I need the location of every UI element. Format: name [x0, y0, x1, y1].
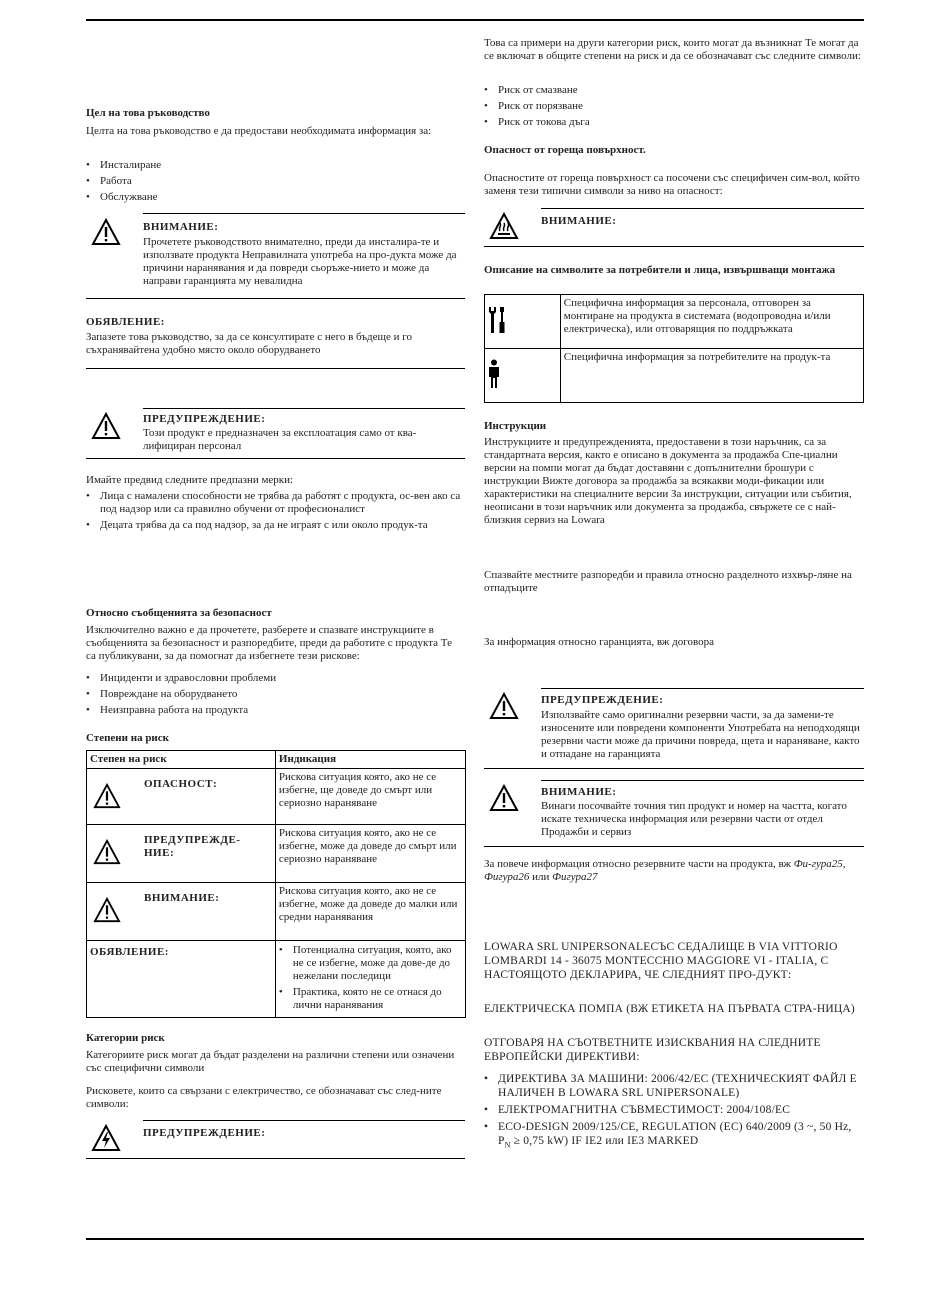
list-item	[484, 1120, 864, 1152]
list-item: • Потенциална ситуация, която, ако не се избегне, може да дове-де до нежелани последици	[279, 944, 462, 983]
table-header-row	[87, 751, 466, 769]
symbols-title: Описание на символите за потребители и лица, извършващи монтажа	[484, 264, 836, 276]
user-icon	[487, 359, 501, 389]
list-item: • Обслужване	[86, 191, 464, 204]
warning-triangle-icon	[91, 218, 121, 246]
divider	[143, 213, 465, 214]
risk-level-text: Рискова ситуация която, ако не се избегне, може да доведе до смърт или сериозно нараняване	[275, 825, 465, 883]
table-header: Степен на риск	[87, 751, 276, 769]
table-row	[485, 295, 864, 349]
caution-title: ВНИМАНИЕ:	[541, 786, 617, 798]
instructions-text: Инструкциите и предупрежденията, предоставени в този наръчник, са за стандартната версия, както е описано в документа за продажба Спе-циални версии на помпи могат да бъдат доставяни с допълнителни брошури с инструкции Вижте договора за продажба за всякакви моди-фикации или характеристики на специалните версии За инструкции, ситуации или събития, неописани в този наръчник или документа за продажба, свържете се с най-близкия сервиз на Lowara	[484, 436, 852, 526]
divider	[86, 298, 465, 299]
caution-title: ВНИМАНИЕ:	[143, 221, 219, 233]
precautions-list	[86, 490, 464, 535]
warning-triangle-icon	[93, 839, 121, 865]
divider	[541, 780, 864, 781]
precautions-intro: Имайте предвид следните предпазни мерки:	[86, 474, 294, 486]
caution-text: Винаги посочвайте точния тип продукт и номер на частта, когато искате техническа информация или резервни части от отдел Продажби и сервиз	[541, 800, 847, 838]
risk-level-label: ВНИМАНИЕ:	[144, 892, 220, 904]
warning-triangle-icon	[91, 412, 121, 440]
list-item: • Практика, която не се отнася до лични наранявания	[279, 986, 462, 1012]
risk-level-text: Рискова ситуация която, ако не се избегне, ще доведе до смърт или сериозно нараняване	[275, 769, 465, 825]
instructions-title: Инструкции	[484, 420, 547, 432]
list-item: • ДИРЕКТИВА ЗА МАШИНИ: 2006/42/EC (ТЕХНИЧЕСКИЯТ ФАЙЛ Е НАЛИЧЕН В LOWARA SRL UNIPERSONALE)	[484, 1072, 864, 1100]
levels-title: Степени на риск	[86, 732, 169, 744]
purpose-list	[86, 159, 464, 207]
divider	[484, 246, 864, 247]
warning-title: ПРЕДУПРЕЖДЕНИЕ:	[143, 413, 266, 425]
table-row	[87, 941, 466, 1018]
spares-text	[484, 858, 864, 884]
list-item: • Работа	[86, 175, 464, 188]
list-item: • Неизправна работа на продукта	[86, 704, 464, 717]
warning-text: Този продукт е предназначен за експлоатация само от ква-лифициран персонал	[143, 427, 417, 452]
notice-text: Запазете това ръководство, за да се консултирате с него в бъдеще и го съхранявайтена удобно място около оборудването	[86, 331, 413, 356]
electrical-hazard-icon	[91, 1124, 121, 1152]
divider	[143, 1120, 465, 1121]
risk-level-text: Рискова ситуация която, ако не се избегне, може да доведе до малки или средни наранявания	[275, 883, 465, 941]
safety-text: Изключително важно е да прочетете, разберете и спазвате инструкциите в съобщенията за безопасност и разпоредбите, преди да работите с продукта Те са публикувани, за да помогнат да избегнете тези рискове:	[86, 624, 452, 662]
warning-triangle-icon	[93, 897, 121, 923]
declaration-conformity: ОТГОВАРЯ НА СЪОТВЕТНИТЕ ИЗИСКВАНИЯ НА СЛЕДНИТЕ ЕВРОПЕЙСКИ ДИРЕКТИВИ:	[484, 1037, 821, 1063]
divider	[143, 408, 465, 409]
warranty-text: За информация относно гаранцията, вж договора	[484, 636, 714, 648]
electrical-text: Рисковете, които са свързани с електричество, се обозначават със след-ните символи:	[86, 1085, 442, 1110]
bottom-rule	[86, 1238, 864, 1240]
figure-link[interactable]: Фигура26	[484, 871, 530, 883]
symbol-description: Специфична информация за потребителите на продук-та	[560, 349, 863, 403]
categories-title: Категории риск	[86, 1032, 165, 1044]
safety-list	[86, 672, 464, 720]
risk-level-label: ОБЯВЛЕНИЕ:	[90, 946, 169, 958]
other-risks-text: Това са примери на други категории риск, които могат да възникнат Те могат да се включат в общите степени на риск и да се обозначават със следните символи:	[484, 37, 861, 62]
list-item: • Инсталиране	[86, 159, 464, 172]
warning-triangle-icon	[93, 783, 121, 809]
declaration-product: ЕЛЕКТРИЧЕСКА ПОМПА (ВЖ ЕТИКЕТА НА ПЪРВАТА СТРА-НИЦА)	[484, 1003, 855, 1015]
separator: ,	[842, 858, 846, 870]
list-item: • Инциденти и здравословни проблеми	[86, 672, 464, 685]
eco-design-text: ECO-DESIGN 2009/125/CE, REGULATION (EC) 640/2009 (3 ~, 50 Hz, P	[498, 1121, 852, 1147]
declaration-company: LOWARA SRL UNIPERSONALEСЪС СЕДАЛИЩЕ В VIA VITTORIO LOMBARDI 14 - 36075 MONTECCHIO MAGGIORE VI - ITALIA, С НАСТОЯЩОТО ДЕКЛАРИРА, ЧЕ СЛЕДНИЯТ ПРО-ДУКТ:	[484, 941, 838, 981]
directives-list	[484, 1072, 864, 1155]
table-row	[87, 883, 466, 941]
list-item: • Риск от смазване	[484, 84, 864, 97]
list-item: • Риск от токова дъга	[484, 116, 864, 129]
conjunction: или	[532, 871, 550, 883]
list-item: • Лица с намалени способности не трябва да работят с продукта, ос-вен ако са под надзор или са правилно обучени от професионалист	[86, 490, 464, 516]
categories-text: Категориите риск могат да бъдат разделени на различни степени или означени със специфични символи	[86, 1049, 455, 1074]
disposal-text: Спазвайте местните разпоредби и правила относно разделното изхвър-ляне на отпадъците	[484, 569, 852, 594]
top-rule	[86, 19, 864, 21]
subscript-n: N	[504, 1140, 511, 1150]
list-item: • Повреждане на оборудването	[86, 688, 464, 701]
divider	[86, 1158, 465, 1159]
divider	[541, 688, 864, 689]
table-header: Индикация	[275, 751, 465, 769]
risk-level-label: ОПАСНОСТ:	[144, 778, 218, 790]
warning-triangle-icon	[489, 784, 519, 812]
divider	[86, 458, 465, 459]
other-risks-list	[484, 84, 864, 132]
hot-surface-title: Опасност от гореща повърхност.	[484, 144, 646, 156]
list-item: • ЕЛЕКТРОМАГНИТНА СЪВМЕСТИМОСТ: 2004/108/EC	[484, 1103, 864, 1117]
warning-triangle-icon	[489, 692, 519, 720]
notice-title: ОБЯВЛЕНИЕ:	[86, 316, 165, 328]
symbol-description: Специфична информация за персонала, отговорен за монтиране на продукта в системата (водопроводна и/или електрическа), или отговарящия по поддръжката	[560, 295, 863, 349]
table-row	[87, 825, 466, 883]
list-item: • Риск от порязване	[484, 100, 864, 113]
symbols-table	[484, 294, 864, 403]
divider	[484, 768, 864, 769]
hot-surface-text: Опасностите от гореща повърхност са посочени със специфичен сим-вол, който заменя тези типични символи за ниво на опасност:	[484, 172, 860, 197]
risk-level-label: ПРЕДУПРЕЖДЕ-НИЕ:	[144, 834, 241, 859]
figure-link[interactable]: Фигура27	[552, 871, 598, 883]
safety-title: Относно съобщенията за безопасност	[86, 607, 272, 619]
caution-title: ВНИМАНИЕ:	[541, 215, 617, 227]
purpose-text: Целта на това ръководство е да предостави необходимата информация за:	[86, 125, 432, 137]
divider	[86, 368, 465, 369]
warning-text: Използвайте само оригинални резервни части, за да замени-те износените или повредени компоненти Употребата на неподходящи резервни части може да причини повреда, щета и нараняване, както и отпадане на гаранцията	[541, 709, 860, 760]
table-row	[485, 349, 864, 403]
purpose-title: Цел на това ръководство	[86, 107, 210, 119]
table-row	[87, 769, 466, 825]
warning-title: ПРЕДУПРЕЖДЕНИЕ:	[143, 1127, 266, 1139]
hot-surface-icon	[489, 212, 519, 240]
list-item: • Децата трябва да са под надзор, за да не играят с или около продук-та	[86, 519, 464, 532]
notice-list	[279, 944, 462, 1012]
divider	[484, 846, 864, 847]
divider	[541, 208, 864, 209]
warning-title: ПРЕДУПРЕЖДЕНИЕ:	[541, 694, 664, 706]
spares-text-intro: За повече информация относно резервните части на продукта, вж	[484, 858, 791, 870]
tools-icon	[486, 305, 508, 335]
risk-levels-table	[86, 750, 466, 1018]
eco-design-text-end: ≥ 0,75 kW) IF IE2 или IE3 MARKED	[510, 1135, 699, 1147]
figure-link[interactable]: Фи-гура25	[793, 858, 843, 870]
caution-text: Прочетете ръководството внимателно, преди да инсталира-те и използвате продукта Неправилната употреба на про-дукта може да причини наранявания и да повреди сьоръже-нието и може да направи гаранцията му невалидна	[143, 236, 457, 287]
